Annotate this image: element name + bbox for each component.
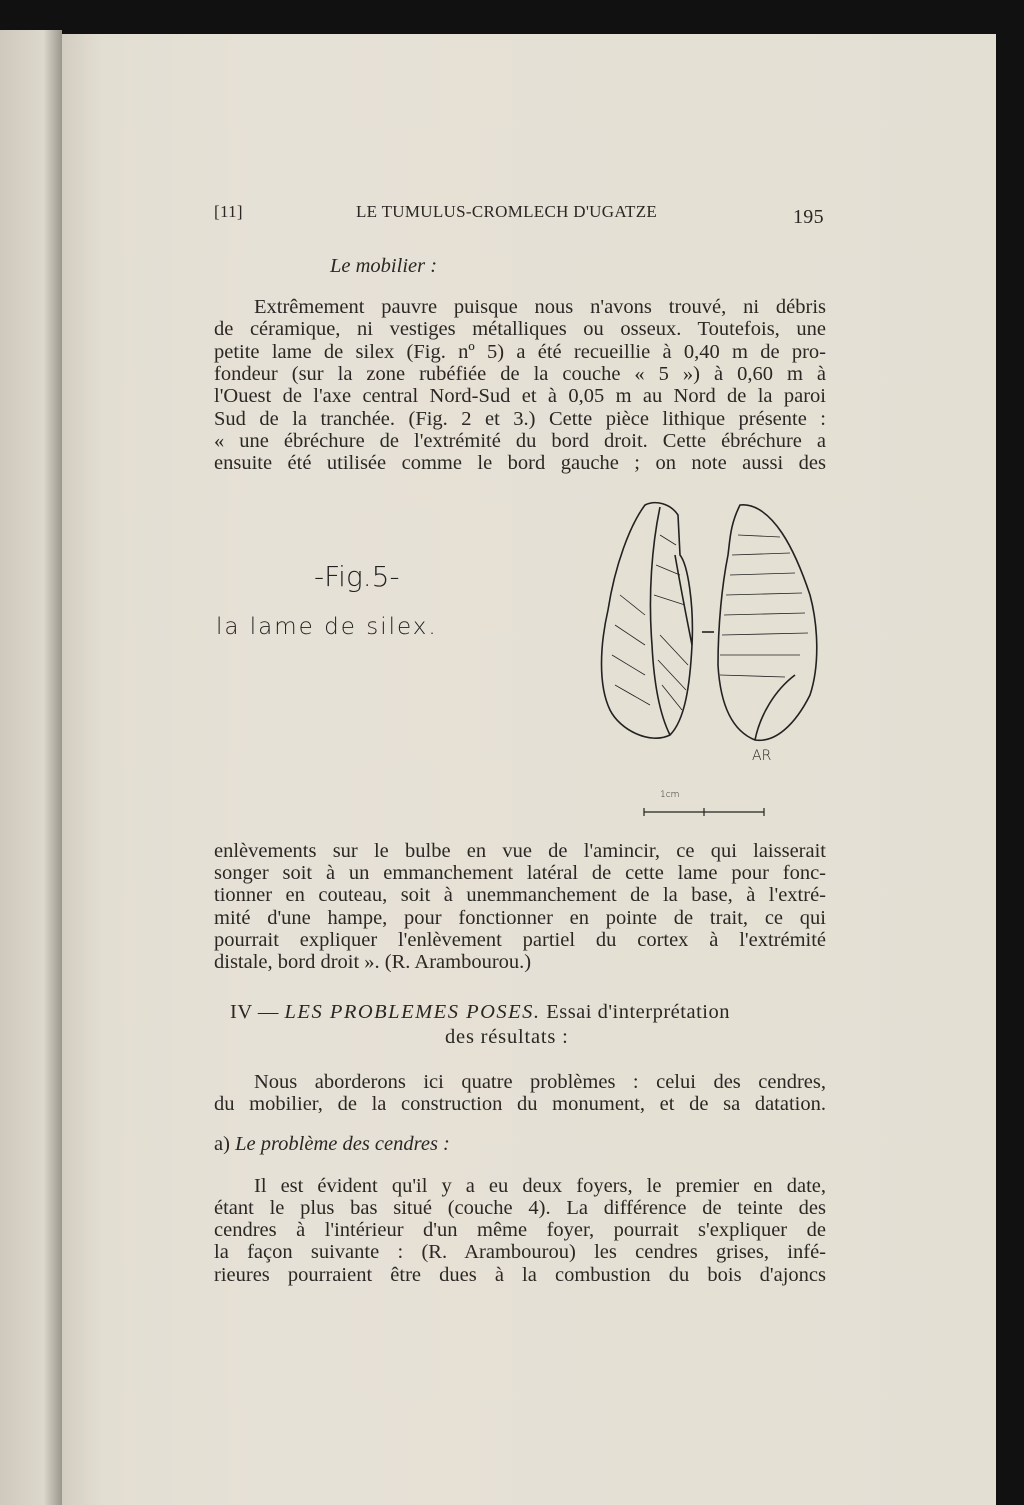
text-line: l'Ouest de l'axe central Nord-Sud et à 0,05 m au Nord de la paroi [214,385,826,407]
figure-caption: la lame de silex. [216,614,438,640]
text-line: pourrait expliquer l'enlèvement partiel du cortex à l'extrémité [214,929,826,951]
subsection-a-heading [214,1133,450,1156]
page-number: 195 [793,206,824,228]
text-line: la façon suivante : (R. Arambourou) les cendres grises, infé- [214,1241,826,1263]
subsection-letter: a) [214,1133,230,1155]
text-line: distale, bord droit ». (R. Arambourou.) [214,951,532,973]
scale-bar-label: 1cm [660,790,680,800]
text-line: mité d'une hampe, pour fonctionner en pointe de trait, ce qui [214,907,826,929]
section-subtitle: Essai d'interprétation [546,1001,730,1023]
text-line: enlèvements sur le bulbe en vue de l'amincir, ce qui laisserait [214,840,826,862]
section-number: [11] [214,202,243,221]
running-title: LE TUMULUS-CROMLECH D'UGATZE [356,202,658,221]
text-line: du mobilier, de la construction du monument, et de sa datation. [214,1093,826,1115]
text-line: Sud de la tranchée. (Fig. 2 et 3.) Cette pièce lithique présente : [214,408,826,430]
figure-label: -Fig.5- [314,560,400,593]
text-line: de céramique, ni vestiges métalliques ou osseux. Toutefois, une [214,318,826,340]
subheading-mobilier: Le mobilier : [330,255,438,277]
section-iv-heading [230,1001,730,1024]
text-line: Nous aborderons ici quatre problèmes : celui des cendres, [254,1071,826,1093]
section-number: IV — [230,1001,279,1023]
text-line: cendres à l'intérieur d'un même foyer, pourrait s'expliquer de [214,1219,826,1241]
facing-page-edge [0,30,62,1505]
flint-blade-drawing [590,495,830,825]
subsection-title: Le problème des cendres : [235,1133,450,1155]
text-line: ensuite été utilisée comme le bord gauche ; on note aussi des [214,452,826,474]
text-line: petite lame de silex (Fig. nº 5) a été recueillie à 0,40 m de pro- [214,341,826,363]
scale-bar [640,806,770,818]
section-subtitle-line2: des résultats : [445,1026,569,1048]
text-line: étant le plus bas situé (couche 4). La différence de teinte des [214,1197,826,1219]
text-line: rieures pourraient être dues à la combustion du bois d'ajoncs [214,1264,826,1286]
text-line: songer soit à un emmanchement latéral de cette lame pour fonc- [214,862,826,884]
text-line: Extrêmement pauvre puisque nous n'avons trouvé, ni débris [254,296,826,318]
text-line: Il est évident qu'il y a eu deux foyers, le premier en date, [254,1175,826,1197]
illustrator-signature: AR [752,748,772,764]
text-line: tionner en couteau, soit à unemmanchement de la base, à l'extré- [214,884,826,906]
text-line: fondeur (sur la zone rubéfiée de la couche « 5 ») à 0,60 m à [214,363,826,385]
text-line: « une ébréchure de l'extrémité du bord droit. Cette ébréchure a [214,430,826,452]
section-title: LES PROBLEMES POSES. [284,1001,541,1023]
